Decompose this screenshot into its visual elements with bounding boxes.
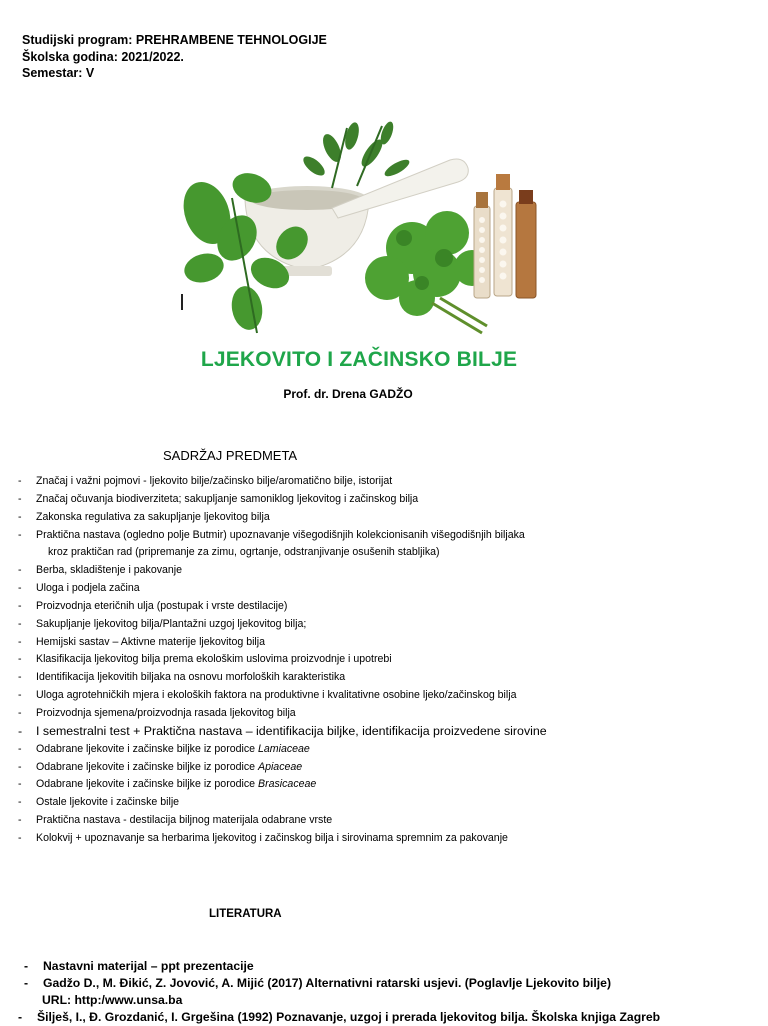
list-item-continuation: kroz praktičan rad (pripremanje za zimu, ogrtanje, odstranjivanje osušenih stabljika): [48, 546, 440, 559]
list-dash: -: [18, 635, 22, 648]
list-dash: -: [24, 959, 29, 973]
text-cursor-mark: [181, 294, 183, 310]
list-item: - Praktična nastava (ogledno polje Butmir) upoznavanje višegodišnjih kolekcionisanih višegodišnjih biljaka: [18, 527, 758, 545]
list-item: - Značaj i važni pojmovi - ljekovito bilje/začinsko bilje/aromatično bilje, istorijat: [18, 473, 758, 491]
list-dash: -: [18, 564, 22, 577]
contents-list: [18, 473, 758, 848]
family-name: Brasicaceae: [258, 778, 317, 791]
list-dash: -: [18, 1010, 23, 1024]
semester: Semestar: V: [22, 66, 95, 80]
list-dash: -: [18, 599, 22, 612]
list-dash: -: [18, 492, 22, 505]
list-dash: -: [18, 831, 22, 844]
list-dash: -: [18, 653, 22, 666]
list-item: - Proizvodnja eteričnih ulja (postupak i vrste destilacije): [18, 598, 758, 616]
list-dash: -: [18, 689, 22, 702]
list-item: - Proizvodnja sjemena/proizvodnja rasada ljekovitog bilja: [18, 705, 758, 723]
literature-list: [18, 958, 764, 1026]
list-item: - Kolokvij + upoznavanje sa herbarima ljekovitog i začinskog bilja i sirovinama spremnim za pakovanje: [18, 830, 758, 848]
list-item: - Ostale ljekovite i začinske bilje: [18, 794, 758, 812]
literature-url[interactable]: URL: http:/www.unsa.ba: [42, 993, 183, 1007]
literature-item: - Nastavni materijal – ppt prezentacije: [24, 959, 254, 973]
list-item: - Značaj očuvanja biodiverziteta; sakupljanje samoniklog ljekovitog i začinskog bilja: [18, 491, 758, 509]
list-dash: -: [18, 742, 22, 755]
list-item: - Praktična nastava - destilacija biljnog materijala odabrane vrste: [18, 812, 758, 830]
school-year: Školska godina: 2021/2022.: [22, 49, 184, 64]
list-dash: -: [18, 778, 22, 791]
list-item: - Odabrane ljekovite i začinske biljke iz porodice Apiaceae: [18, 759, 758, 777]
list-item: - Uloga agrotehničkih mjera i ekoloških faktora na produktivne i kvalitativne osobine ljeko/začinskog bilja: [18, 687, 758, 705]
list-item: - Odabrane ljekovite i začinske biljke iz porodice Brasicaceae: [18, 776, 758, 794]
document-header: [22, 32, 327, 82]
literature-heading: LITERATURA: [209, 908, 282, 920]
list-dash: -: [18, 723, 23, 738]
list-item: - I semestralni test + Praktična nastava – identifikacija biljke, identifikacija proizvedene sirovine: [18, 723, 758, 741]
list-dash: -: [18, 582, 22, 595]
list-item: - Zakonska regulativa za sakupljanje ljekovitog bilja: [18, 509, 758, 527]
family-name: Apiaceae: [258, 760, 303, 773]
list-item: - Berba, skladištenje i pakovanje: [18, 562, 758, 580]
list-dash: -: [18, 706, 22, 719]
list-dash: -: [18, 528, 22, 541]
list-dash: -: [18, 814, 22, 827]
family-name: Lamiaceae: [258, 742, 310, 755]
list-dash: -: [18, 796, 22, 809]
literature-item: - Šilješ, I., Đ. Grozdanić, I. Grgešina (1992) Poznavanje, uzgoj i prerada ljekovitog bilja. Školska knjiga Zagreb: [18, 1010, 661, 1024]
list-item: - Hemijski sastav – Aktivne materije ljekovitog bilja: [18, 634, 758, 652]
list-item: - Odabrane ljekovite i začinske biljke iz porodice Lamiaceae: [18, 741, 758, 759]
herbs-mortar-illustration: [182, 108, 542, 340]
list-item: - Klasifikacija ljekovitog bilja prema ekološkim uslovima proizvodnje i upotrebi: [18, 651, 758, 669]
list-item: - Sakupljanje ljekovitog bilja/Plantažni uzgoj ljekovitog bilja;: [18, 616, 758, 634]
course-author: Prof. dr. Drena GADŽO: [283, 387, 413, 401]
list-dash: -: [18, 617, 22, 630]
list-item: - Identifikacija ljekovitih biljaka na osnovu morfoloških karakteristika: [18, 669, 758, 687]
contents-heading: SADRŽAJ PREDMETA: [163, 448, 298, 463]
course-title: LJEKOVITO I ZAČINSKO BILJE: [200, 348, 518, 371]
list-dash: -: [18, 475, 22, 487]
list-dash: -: [24, 976, 29, 990]
study-program: Studijski program: PREHRAMBENE TEHNOLOGIJE: [22, 33, 327, 47]
literature-item: - Gadžo D., M. Đikić, Z. Jovović, A. Mijić (2017) Alternativni ratarski usjevi. (Poglavlje Ljekovito bilje): [24, 976, 612, 990]
list-dash: -: [18, 510, 22, 523]
list-dash: -: [18, 671, 22, 684]
list-item: - Uloga i podjela začina: [18, 580, 758, 598]
list-dash: -: [18, 760, 22, 773]
